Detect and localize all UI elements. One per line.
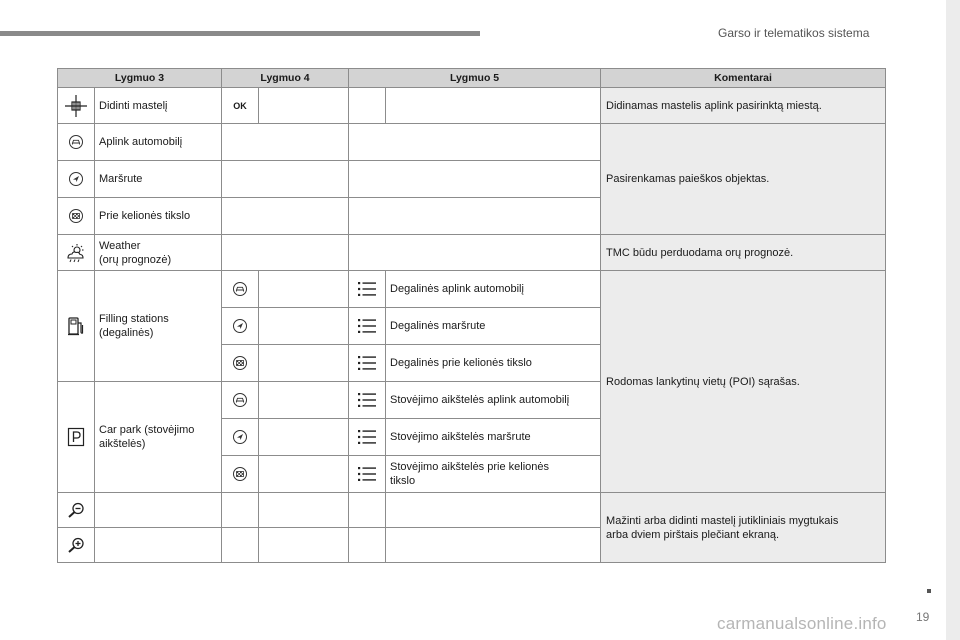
table-row bbox=[58, 124, 886, 161]
weather-icon bbox=[65, 243, 87, 263]
list-icon bbox=[357, 466, 377, 482]
zoom-crosshair-icon bbox=[64, 94, 88, 118]
car-park-label: Car park (stovėjimo aikštelės) bbox=[95, 382, 222, 493]
column-header-level5: Lygmuo 5 bbox=[349, 69, 601, 88]
list-icon bbox=[357, 318, 377, 334]
search-around-car-label: Aplink automobilį bbox=[95, 124, 222, 161]
carpark-route: Stovėjimo aikštelės maršrute bbox=[386, 419, 601, 456]
destination-flag-icon bbox=[68, 208, 84, 224]
table-row bbox=[58, 88, 886, 124]
parking-icon bbox=[67, 427, 85, 447]
filling-stations-label: Filling stations (degalinės) bbox=[95, 271, 222, 382]
table-row bbox=[58, 235, 886, 271]
car-icon bbox=[232, 392, 248, 408]
carpark-around-car: Stovėjimo aikštelės aplink automobilį bbox=[386, 382, 601, 419]
zoom-in-icon bbox=[66, 536, 86, 554]
destination-flag-icon bbox=[232, 355, 248, 371]
zoom-in-comment: Didinamas mastelis aplink pasirinktą miestą. bbox=[601, 88, 886, 124]
search-comment: Pasirenkamas paieškos objektas. bbox=[601, 124, 886, 235]
watermark: carmanualsonline.info bbox=[717, 614, 887, 633]
route-arrow-icon bbox=[68, 171, 84, 187]
page-number: 19 bbox=[916, 610, 930, 624]
zoom-comment: Mažinti arba didinti mastelį jutikliniais mygtukais arba dviem pirštais plečiant ekraną. bbox=[601, 493, 886, 563]
ok-icon: OK bbox=[233, 100, 247, 111]
list-icon bbox=[357, 429, 377, 445]
car-icon bbox=[68, 134, 84, 150]
poi-comment: Rodomas lankytinų vietų (POI) sąrašas. bbox=[601, 271, 886, 493]
list-icon bbox=[357, 355, 377, 371]
page-header-title: Garso ir telematikos sistema bbox=[718, 26, 870, 40]
search-route-label: Maršrute bbox=[95, 161, 222, 198]
column-header-level4: Lygmuo 4 bbox=[222, 69, 349, 88]
weather-comment: TMC būdu perduodama orų prognozė. bbox=[601, 235, 886, 271]
fuel-pump-icon bbox=[66, 315, 86, 337]
filling-around-car: Degalinės aplink automobilį bbox=[386, 271, 601, 308]
zoom-out-icon bbox=[66, 501, 86, 519]
zoom-in-label: Didinti mastelį bbox=[95, 88, 222, 124]
destination-flag-icon bbox=[232, 466, 248, 482]
page-marker bbox=[927, 589, 931, 593]
route-arrow-icon bbox=[232, 429, 248, 445]
table-row bbox=[58, 271, 886, 308]
top-accent-bar bbox=[0, 31, 480, 36]
table-header-row bbox=[58, 69, 886, 88]
route-arrow-icon bbox=[232, 318, 248, 334]
weather-label: Weather (orų prognozė) bbox=[95, 235, 222, 271]
filling-destination: Degalinės prie kelionės tikslo bbox=[386, 345, 601, 382]
carpark-destination: Stovėjimo aikštelės prie kelionės tikslo bbox=[386, 456, 601, 493]
side-strip bbox=[946, 0, 960, 640]
search-destination-label: Prie kelionės tikslo bbox=[95, 198, 222, 235]
list-icon bbox=[357, 392, 377, 408]
table-row bbox=[58, 493, 886, 528]
list-icon bbox=[357, 281, 377, 297]
filling-route: Degalinės maršrute bbox=[386, 308, 601, 345]
car-icon bbox=[232, 281, 248, 297]
column-header-comments: Komentarai bbox=[601, 69, 886, 88]
navigation-menu-table bbox=[57, 68, 886, 563]
column-header-level3: Lygmuo 3 bbox=[58, 69, 222, 88]
